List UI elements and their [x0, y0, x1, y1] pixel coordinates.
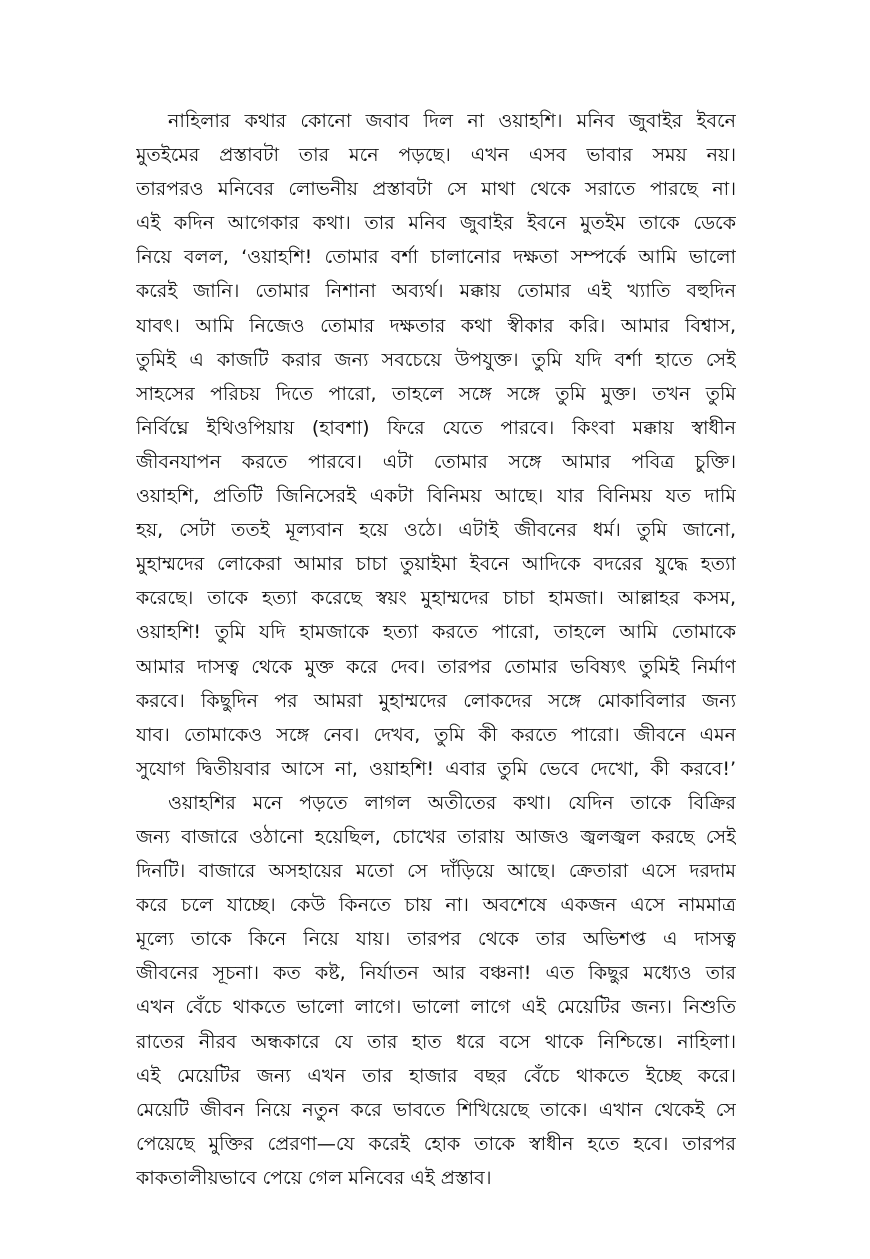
text-line: জীবনের সূচনা। কত কষ্ট, নির্যাতন আর বঞ্চনা! এত কিছুর মধ্যেও তার: [136, 962, 736, 985]
text-line: হয়, সেটা ততই মূল্যবান হয়ে ওঠে। এটাই জীবনের ধর্ম। তুমি জানো,: [136, 519, 736, 542]
text-line: তারপরও মনিবের লোভনীয় প্রস্তাবটা সে মাথা থেকে সরাতে পারছে না।: [136, 178, 736, 201]
text-line: মেয়েটি জীবন নিয়ে নতুন করে ভাবতে শিখিয়েছে তাকে। এখান থেকেই সে: [136, 1098, 736, 1121]
text-line: সুযোগ দ্বিতীয়বার আসে না, ওয়াহশি! এবার তুমি ভেবে দেখো, কী করবে!’: [136, 757, 736, 780]
text-line: ওয়াহশির মনে পড়তে লাগল অতীতের কথা। যেদিন তাকে বিক্রির: [168, 791, 736, 814]
text-line: এই মেয়েটির জন্য এখন তার হাজার বছর বেঁচে থাকতে ইচ্ছে করে।: [136, 1064, 736, 1087]
paragraph-1: [136, 104, 736, 786]
text-line: মূল্যে তাকে কিনে নিয়ে যায়। তারপর থেকে তার অভিশপ্ত এ দাসত্ব: [136, 928, 736, 951]
text-line: এখন বেঁচে থাকতে ভালো লাগে। ভালো লাগে এই মেয়েটির জন্য। নিশুতি: [136, 996, 736, 1019]
text-line: সাহসের পরিচয় দিতে পারো, তাহলে সঙ্গে সঙ্গে তুমি মুক্ত। তখন তুমি: [136, 382, 736, 405]
text-line: করবে। কিছুদিন পর আমরা মুহাম্মদের লোকদের সঙ্গে মোকাবিলার জন্য: [136, 689, 736, 712]
text-line: রাতের নীরব অন্ধকারে যে তার হাত ধরে বসে থাকে নিশ্চিন্তে। নাহিলা।: [136, 1030, 736, 1053]
text-line: যাবৎ। আমি নিজেও তোমার দক্ষতার কথা স্বীকার করি। আমার বিশ্বাস,: [136, 314, 736, 337]
text-line: মুতইমের প্রস্তাবটা তার মনে পড়ছে। এখন এসব ভাবার সময় নয়।: [136, 144, 736, 167]
text-line: করেছে। তাকে হত্যা করেছে স্বয়ং মুহাম্মদের চাচা হামজা। আল্লাহর কসম,: [136, 587, 736, 610]
text-line: দিনটি। বাজারে অসহায়ের মতো সে দাঁড়িয়ে আছে। ক্রেতারা এসে দরদাম: [136, 860, 736, 883]
text-line: কাকতালীয়ভাবে পেয়ে গেল মনিবের এই প্রস্তাব।: [136, 1166, 492, 1189]
text-line: তুমিই এ কাজটি করার জন্য সবচেয়ে উপযুক্ত। তুমি যদি বর্শা হাতে সেই: [136, 348, 736, 371]
text-line: জীবনযাপন করতে পারবে। এটা তোমার সঙ্গে আমার পবিত্র চুক্তি।: [136, 450, 736, 473]
text-line: জন্য বাজারে ওঠানো হয়েছিল, চোখের তারায় আজও জ্বলজ্বল করছে সেই: [136, 825, 736, 848]
text-line: নাহিলার কথার কোনো জবাব দিল না ওয়াহশি। মনিব জুবাইর ইবনে: [168, 110, 736, 132]
text-line: নির্বিঘ্নে ইথিওপিয়ায় (হাবশা) ফিরে যেতে পারবে। কিংবা মক্কায় স্বাধীন: [136, 416, 736, 439]
text-line: করে চলে যাচ্ছে। কেউ কিনতে চায় না। অবশেষে একজন এসে নামমাত্র: [136, 894, 736, 917]
text-line: ওয়াহশি, প্রতিটি জিনিসেরই একটা বিনিময় আছে। যার বিনিময় যত দামি: [136, 485, 736, 508]
text-line: নিয়ে বলল, ‘ওয়াহশি! তোমার বর্শা চালানোর দক্ষতা সম্পর্কে আমি ভালো: [136, 246, 736, 269]
text-line: আমার দাসত্ব থেকে মুক্ত করে দেব। তারপর তোমার ভবিষ্যৎ তুমিই নির্মাণ: [136, 655, 736, 678]
text-line: মুহাম্মদের লোকেরা আমার চাচা তুয়াইমা ইবনে আদিকে বদরের যুদ্ধে হত্যা: [136, 553, 736, 576]
text-line: পেয়েছে মুক্তির প্রেরণা—যে করেই হোক তাকে স্বাধীন হতে হবে। তারপর: [136, 1132, 736, 1155]
paragraph-2: [136, 786, 736, 1195]
book-page-text: [136, 104, 736, 1195]
text-line: এই কদিন আগেকার কথা। তার মনিব জুবাইর ইবনে মুতইম তাকে ডেকে: [136, 212, 736, 235]
text-line: করেই জানি। তোমার নিশানা অব্যর্থ। মক্কায় তোমার এই খ্যাতি বহুদিন: [136, 280, 736, 303]
text-line: ওয়াহশি! তুমি যদি হামজাকে হত্যা করতে পারো, তাহলে আমি তোমাকে: [136, 621, 736, 644]
text-line: যাব। তোমাকেও সঙ্গে নেব। দেখব, তুমি কী করতে পারো। জীবনে এমন: [136, 723, 736, 746]
